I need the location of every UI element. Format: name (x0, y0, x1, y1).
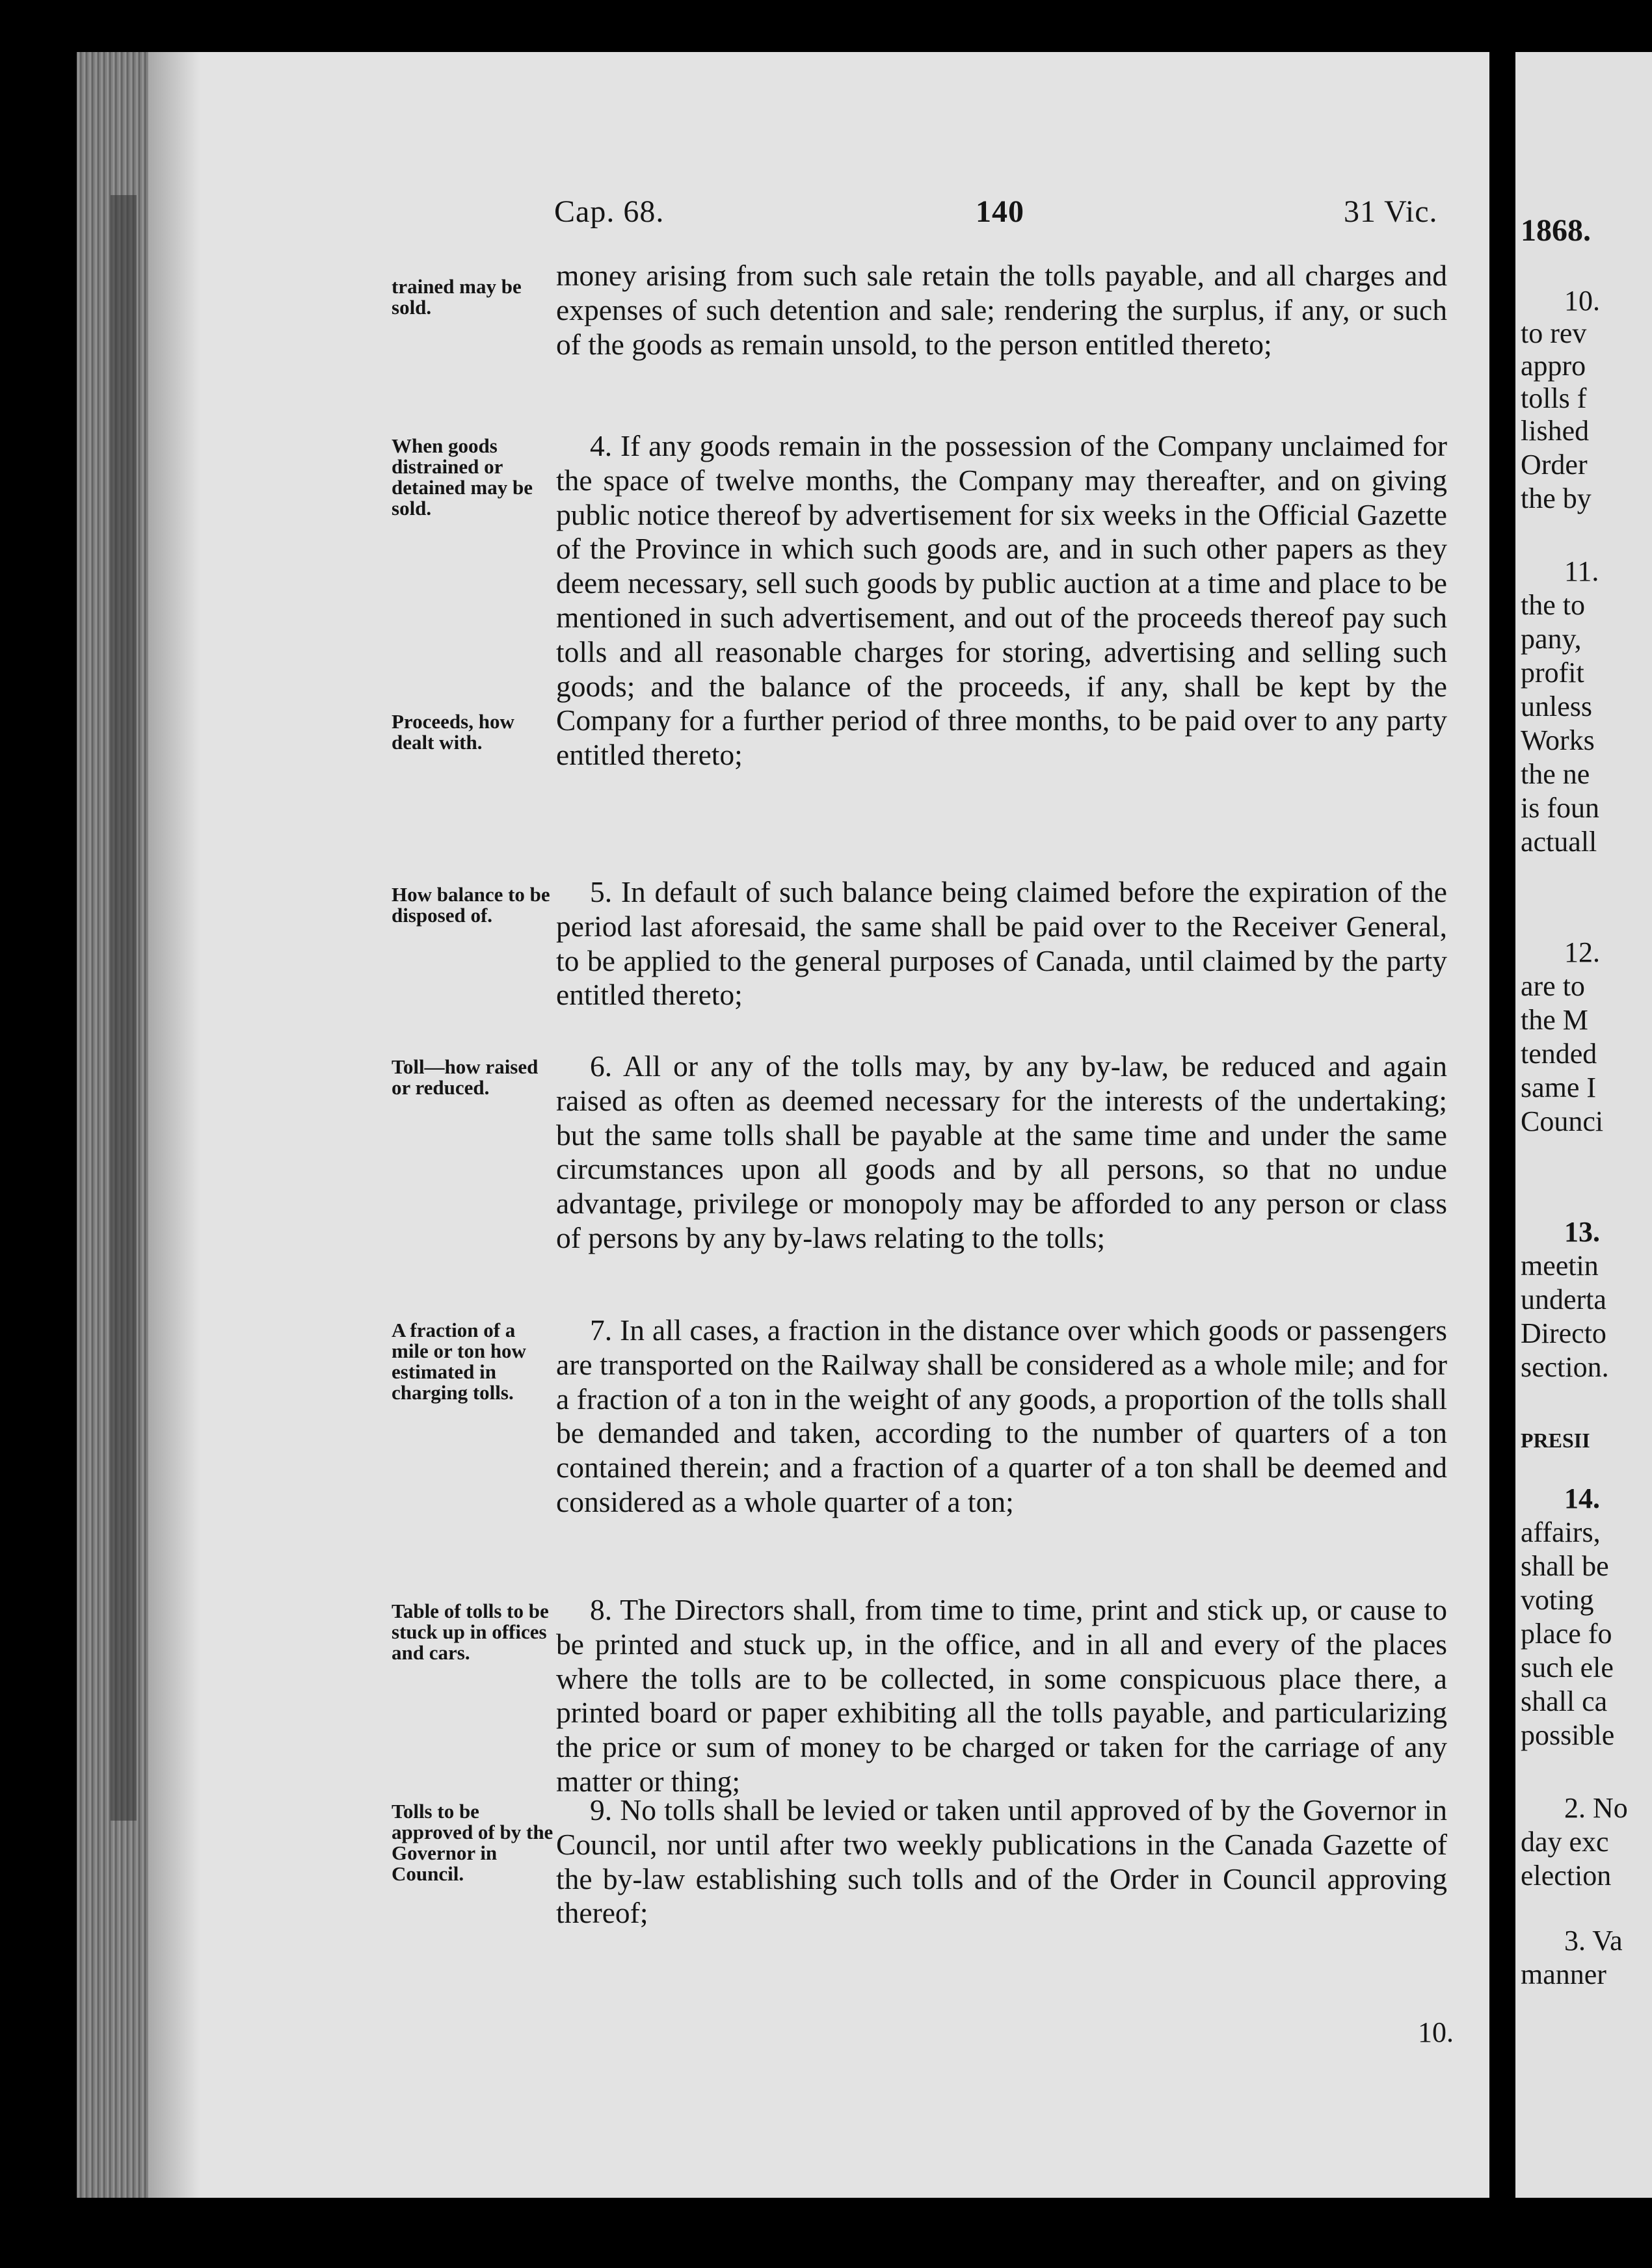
facing-line: meetin (1521, 1250, 1599, 1282)
facing-line: the ne (1521, 758, 1590, 790)
marginal-note: Tolls to be approved of by the Governor in Council. (392, 1800, 553, 1885)
paragraph: 8. The Directors shall, from time to time, print and stick up, or cause to be printed and stuck up, in the office, and in all and every of the places where the tolls are to be collected, in some conspicuous place there, a printed board or paper exhibiting all the tolls payable, and particularizing the price or sum of money to be charged or taken for the carriage of any matter or thing; (556, 1593, 1447, 1798)
facing-line: are to (1521, 970, 1585, 1002)
facing-line: 11. (1564, 555, 1599, 587)
facing-line: profit (1521, 657, 1584, 689)
facing-line: PRESII (1521, 1429, 1590, 1452)
facing-line: manner (1521, 1958, 1606, 1990)
facing-line: tolls f (1521, 382, 1587, 414)
facing-line: appro (1521, 350, 1586, 382)
facing-line: underta (1521, 1284, 1606, 1315)
facing-line: section. (1521, 1351, 1609, 1383)
facing-line: pany, (1521, 623, 1582, 655)
facing-line: actuall (1521, 826, 1597, 858)
facing-line: election (1521, 1860, 1612, 1892)
paragraph: money arising from such sale retain the tolls payable, and all charges and expenses of such detention and sale; rendering the surplus, if any, or such of the goods as remain unsold, to the person entitled thereto; (556, 259, 1447, 361)
facing-line: the by (1521, 482, 1592, 514)
facing-line: shall be (1521, 1550, 1609, 1582)
facing-line: Counci (1521, 1105, 1604, 1137)
facing-line: 3. Va (1564, 1925, 1623, 1957)
facing-line: day exc (1521, 1826, 1609, 1858)
paragraph: 9. No tolls shall be levied or taken until approved of by the Governor in Council, nor until after two weekly publications in the Canada Gazette of the by-law establishing such tolls and of the Order in Council approving thereof; (556, 1793, 1447, 1930)
facing-line: 2. No (1564, 1792, 1628, 1824)
facing-line: 12. (1564, 936, 1600, 968)
marginal-note: Toll—how raised or reduced. (392, 1055, 539, 1099)
marginal-note: When goods distrained or detained may be sold. (392, 434, 533, 520)
facing-line: Directo (1521, 1317, 1606, 1349)
paragraph: 6. All or any of the tolls may, by any by-law, be reduced and again raised as often as deemed necessary for the interests of the undertaking; but the same tolls shall be payable at the same time and under the same circumstances upon all goods and by all persons, so that no undue advantage, privilege or monopoly may be afforded to any person or class of persons by any by-laws relating to the tolls; (556, 1049, 1447, 1254)
facing-line: shall ca (1521, 1685, 1608, 1717)
facing-line: such ele (1521, 1652, 1614, 1683)
facing-line: Works (1521, 724, 1595, 756)
facing-line: unless (1521, 691, 1592, 722)
facing-line: Order (1521, 449, 1588, 481)
facing-line: is foun (1521, 792, 1599, 824)
regnal-year: 31 Vic. (1344, 194, 1438, 229)
facing-line: voting (1521, 1584, 1594, 1616)
section-7 (556, 1313, 1447, 1520)
marginal-note: A fraction of a mile or ton how estimated in charging tolls. (392, 1319, 526, 1404)
facing-line: same I (1521, 1072, 1597, 1103)
paragraph: 7. In all cases, a fraction in the distance over which goods or passengers are transported on the Railway shall be considered as a whole mile; and for a fraction of a ton in the weight of any goods, a proportion of the tolls shall be demanded and taken, according to the number of quarters of a ton contained therein; and a fraction of a quarter of a ton shall be deemed and considered as a whole quarter of a ton; (556, 1313, 1447, 1518)
paragraph: 5. In default of such balance being claimed before the expiration of the period last aforesaid, the same shall be paid over to the Receiver General, to be applied to the general purposes of Canada, until claimed by the party entitled thereto; (556, 875, 1447, 1012)
section-8 (556, 1593, 1447, 1799)
section-5 (556, 875, 1447, 1012)
marginal-note: Table of tolls to be stuck up in offices and cars. (392, 1600, 549, 1664)
marginal-note: How balance to be disposed of. (392, 883, 550, 927)
facing-line: tended (1521, 1038, 1597, 1070)
page-edges-shadow (111, 195, 137, 1821)
catchword: 10. (1418, 2016, 1454, 2048)
paragraph: 4. If any goods remain in the possession of the Company unclaimed for the space of twelve months, the Company may thereafter, and on giving public notice thereof by advertisement for six weeks in the Official Gazette of the Province in which such goods are, and in such other papers as they deem necessary, sell such goods by public auction at a time and place to be mentioned in such advertisement, and out of the proceeds thereof pay such tolls and all reasonable charges for storing, advertising and selling such goods; and the balance of the proceeds, if any, shall be kept by the Company for a further period of three months, to be paid over to any party entitled thereto; (556, 429, 1447, 772)
facing-line: 10. (1564, 285, 1600, 317)
facing-page-header: 1868. (1521, 213, 1591, 248)
marginal-note: trained may be sold. (392, 275, 522, 319)
facing-line: the M (1521, 1004, 1588, 1036)
section-4 (556, 429, 1447, 772)
facing-line: the to (1521, 589, 1585, 621)
facing-line: lished (1521, 415, 1590, 447)
gutter-shadow (148, 52, 200, 2198)
facing-line: 13. (1564, 1216, 1600, 1248)
section-3-continuation (556, 259, 1447, 362)
facing-line: possible (1521, 1719, 1615, 1751)
facing-line: 14. (1564, 1483, 1600, 1514)
section-9 (556, 1793, 1447, 1931)
marginal-note: Proceeds, how dealt with. (392, 710, 514, 754)
section-6 (556, 1049, 1447, 1256)
chapter-header: Cap. 68. (554, 194, 665, 229)
facing-line: affairs, (1521, 1516, 1601, 1548)
facing-line: to rev (1521, 317, 1587, 349)
page-number: 140 (976, 194, 1024, 229)
facing-line: place fo (1521, 1618, 1612, 1650)
facing-page (1515, 52, 1652, 2198)
